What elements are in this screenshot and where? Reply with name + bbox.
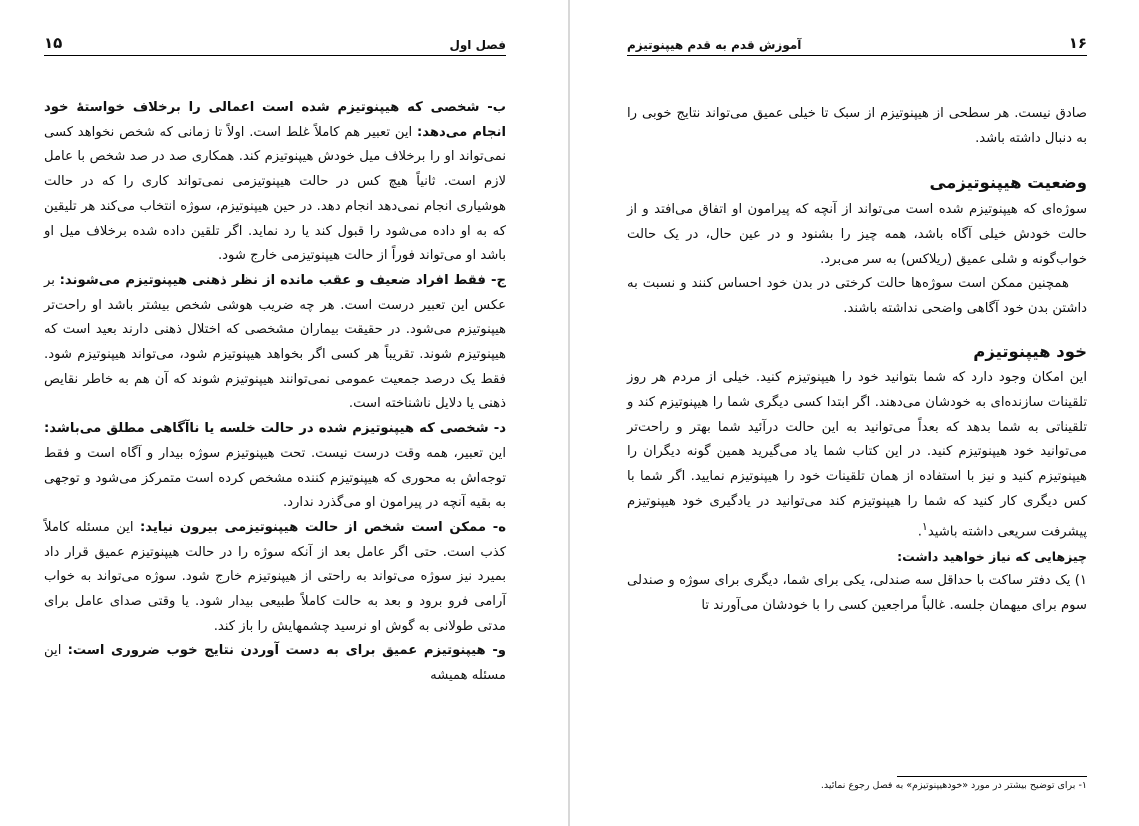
- paragraph-text: بر عکس این تعبیر درست است. هر چه ضریب هوشی شخص بیشتر باشد او راحت‌تر هیپنوتیزم می‌شود. در حقیقت بیماران مشخصی که اختلال ذهنی دارند بعید است که هیپنوتیزم شوند. تقریباً هر کسی اگر بخواهد هیپنوتیزم شود، می‌تواند هیپنوتیزم شود. فقط یک درصد جمعیت عمومی نمی‌توانند هیپنوتیزم شوند که آن هم به خاطر نقایص ذهنی یا دلایل ناشناخته است.: [44, 272, 506, 412]
- page-number-right: ۱۶: [1068, 34, 1087, 52]
- section1-paragraph-2: همچنین ممکن است سوژه‌ها حالت کرختی در بدن خود احساس کنند و نسبت به داشتن بدن خود آگاهی واضحی نداشته باشند.: [627, 276, 1087, 316]
- footnote: ۱- برای توضیح بیشتر در مورد «خودهیپنوتیزم» به فصل رجوع نمائید.: [820, 780, 1087, 791]
- section-title-self-hypnosis: خود هیپنوتیزم: [973, 341, 1087, 361]
- section2-paragraph-1: این امکان وجود دارد که شما بتوانید خود را هیپنوتیزم کنید. خیلی از مردم هر روز تلقینات سازنده‌ای به خودشان می‌دهند. اگر ابتدا کسی دیگری شما را هیپنوتیزم کند و تلقیناتی به شما بدهد که بعداً می‌توانید به این حالت در‌آئید شما بهتر و راحت‌تر می‌توانید خود هیپنوتیزم کنید. در این کتاب شما یاد می‌گیرید همین گونه دیگران را هیپنوتیزم کنید و نیز با استفاده از همان تلقینات خود را هیپنوتیزم نمایید. اگر شما با کس دیگری کار کنید که شما را هیپنوتیزم کند می‌توانید در یادگیری خود هیپنوتیزم پیشرفت سریعی داشته باشید$^۱$.: [627, 370, 1087, 539]
- intro-paragraph: صادق نیست. هر سطحی از هیپنوتیزم از سبک تا خیلی عمیق می‌تواند نتایج خوبی را به دنبال داشته باشد.: [627, 106, 1087, 146]
- paragraph-j: [44, 269, 506, 417]
- section-title-hypnotic-state: وضعیت هیپنوتیزمی: [929, 173, 1087, 193]
- list-item-1: ۱) یک دفتر ساکت با حداقل سه صندلی، یکی برای شما، دیگری برای سوژه و صندلی سوم برای میهمان جلسه. غالباً مراجعین کسی را با خودشان می‌آورند تا: [627, 573, 1087, 614]
- book-gutter: [568, 0, 570, 826]
- paragraph-text: این مسئله همیشه: [44, 643, 506, 684]
- paragraph-text: این تعبیر، همه وقت درست نیست. تحت هیپنوتیزم سوژه بیدار و آگاه است و فقط توجه‌اش به محوری که هیپنوتیزم کننده مشخص کرده است متمرکز می‌شود و توجهی به بقیه آنچه در پیرامون او می‌گذرد ندارد.: [44, 445, 506, 511]
- footnote-marker: ۱: [921, 519, 928, 533]
- right-page: [571, 0, 1139, 826]
- right-page-header: [627, 30, 1087, 56]
- section1-paragraph-1: سوژه‌ای که هیپنوتیزم شده است می‌تواند از آنچه که پیرامون او اتفاق می‌افتد و از حالت خودش خیلی آگاه باشد، همه چیز را بشنود و در عین حال، در یک حالت خواب‌گونه و شلی عمیق (ریلاکس) به سر می‌برد.: [627, 202, 1087, 267]
- paragraph-lead: ج- فقط افراد ضعیف و عقب مانده از نظر ذهنی هیپنوتیزم می‌شوند:: [59, 272, 506, 288]
- paragraph-b: [44, 96, 506, 269]
- paragraph-lead: ه- ممکن است شخص از حالت هیپنوتیزمی بیرون نیاید:: [139, 519, 507, 535]
- subhead-requirements: چیزهایی که نیاز خواهید داشت:: [897, 548, 1087, 564]
- paragraph-lead: ب- شخصی که هیپنوتیزم شده است اعمالی را برخلاف خواستهٔ خود انجام می‌دهد:: [44, 100, 506, 140]
- paragraph-v: [44, 639, 506, 688]
- section2-text: این امکان وجود دارد که شما بتوانید خود را هیپنوتیزم کنید. خیلی از مردم هر روز تلقینات سازنده‌ای به خودشان می‌دهند. اگر ابتدا کسی دیگری شما را هیپنوتیزم کند و تلقیناتی به شما بدهد که بعداً می‌توانید به این حالت در‌آئید شما بهتر و راحت‌تر می‌توانید خود هیپنوتیزم کنید. در این کتاب شما یاد می‌گیرید همین گونه دیگران را هیپنوتیزم کنید و نیز با استفاده از همان تلقینات خود را هیپنوتیزم نمایید. اگر شما با کس دیگری کار کنید که شما را هیپنوتیزم کند می‌توانید در یادگیری خود هیپنوتیزم پیشرفت سریعی داشته باشید: [627, 370, 1087, 539]
- paragraph-text: این تعبیر هم کاملاً غلط است. اولاً تا زمانی که شخص نخواهد کسی نمی‌تواند او را برخلاف میل خودش هیپنوتیزم کند. همکاری صد در صد شخص با عامل لازم است. ثانیاً هیچ کس در حالت هیپنوتیزمی نمی‌تواند کاری را که در حالت هوشیاری انجام نمی‌دهد انجام دهد. در حین هیپنوتیزم، سوژه انتخاب می‌کند هر تلیقین که به او داده می‌شود را قبول کند یا رد نماید. اگر تلقین داده شده برخلاف میل او باشد او می‌تواند فوراً از حالت هیپنوتیزمی خارج شود.: [44, 124, 506, 264]
- paragraph-lead: د- شخصی که هیپنوتیزم شده در حالت خلسه یا ناآگاهی مطلق می‌باشد:: [44, 421, 506, 437]
- left-page-body: [44, 96, 506, 689]
- paragraph-h: [44, 516, 506, 640]
- page-number-left: ۱۵: [44, 34, 63, 52]
- paragraph-d: [44, 417, 506, 516]
- book-title: آموزش قدم به قدم هیپنوتیزم: [627, 38, 802, 52]
- paragraph-lead: و- هیپنوتیزم عمیق برای به دست آوردن نتایج خوب ضروری است:: [67, 643, 506, 659]
- footnote-divider: [897, 776, 1087, 777]
- left-page-header: [44, 30, 506, 56]
- right-page-body: [627, 102, 1087, 619]
- paragraph-text: این مسئله کاملاً کذب است. حتی اگر عامل بعد از آنکه سوژه را در حالت هیپنوتیزم عمیق قرار داد بمیرد نیز سوژه می‌تواند به راحتی از هیپنوتیزم خارج شود. سوژه می‌تواند به خواب آرامی فرو برود و بعد به حالت کاملاً طبیعی بیدار شود. یا وقتی صدای عامل برای مدتی طولانی به گوش او نرسید چشمهایش را باز کند.: [44, 519, 506, 634]
- left-page: [0, 0, 568, 826]
- chapter-title: فصل اول: [449, 38, 506, 52]
